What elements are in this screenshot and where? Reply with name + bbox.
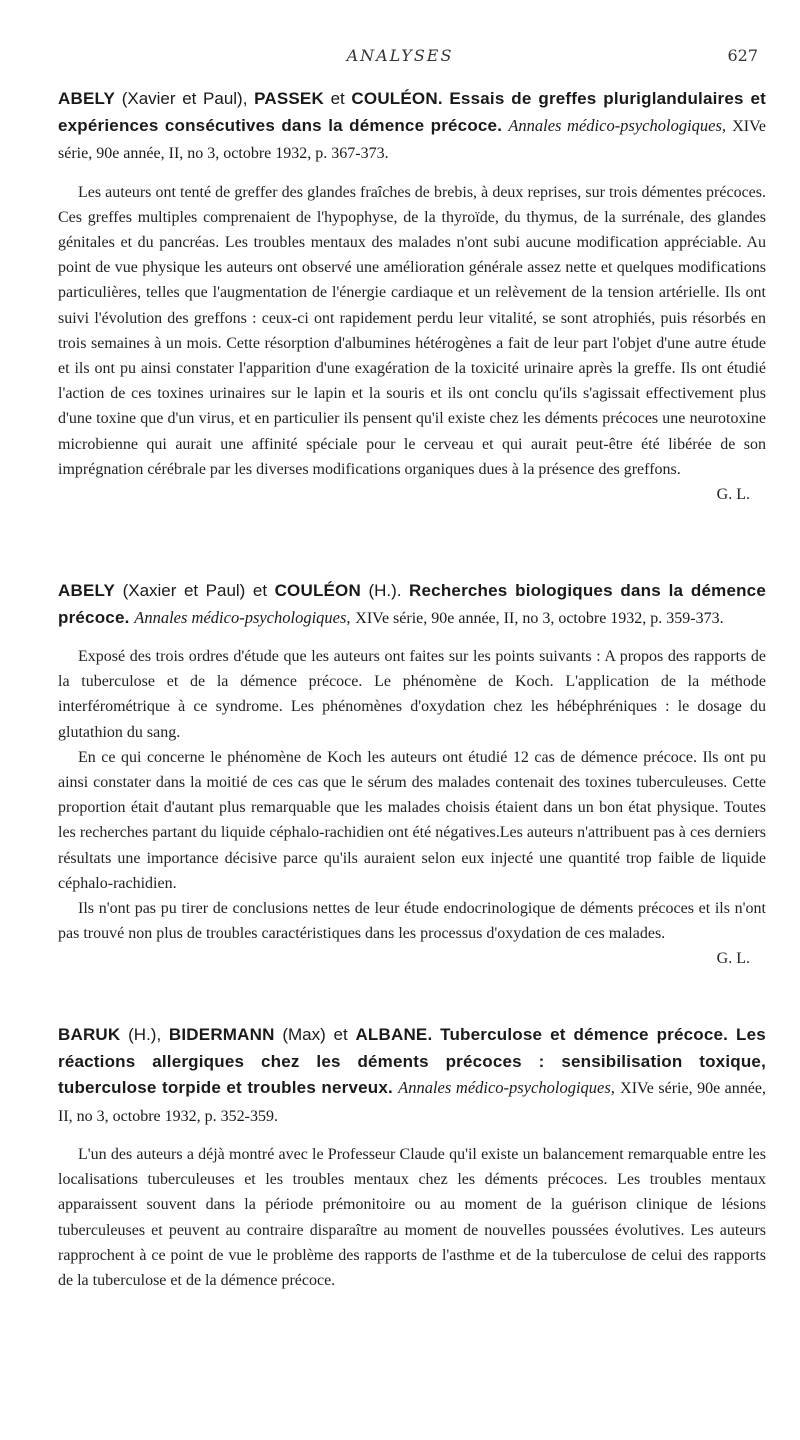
paragraph: Ils n'ont pas pu tirer de conclusions nettes de leur étude endocrinologique de déments précoces et ils n'ont pas trouvé non plus de troubles caractéristiques dans les processus d'oxydation de ces malades. (58, 900, 766, 943)
paragraph: En ce qui concerne le phénomène de Koch les auteurs ont étudié 12 cas de démence précoce. Ils ont pu ainsi constater dans la moitié de ces cas que le sérum des malades contenait des toxines tuberculeuses. Cette proportion était d'autant plus remarquable que les malades choisis étaient dans un bon état physique. Toutes les recherches partant du liquide céphalo-rachidien ont été négatives.Les auteurs n'attribuent pas à ces derniers résultats une importance décisive parce qu'ils auraient selon eux injecté une quantité trop faible de liquide céphalo-rachidien. (58, 748, 766, 892)
running-head (0, 46, 800, 76)
journal-reference: XIVe série, 90e année, II, no 3, octobre 1932, p. 367-373. (58, 117, 766, 162)
author-name: ABELY (58, 581, 116, 600)
signature: G. L. (716, 485, 750, 503)
connector: et (182, 89, 197, 108)
journal-name: Annales médico-psychologiques, (398, 1078, 615, 1097)
author-firstnames: Paul), (203, 89, 248, 108)
paragraph: Exposé des trois ordres d'étude que les auteurs ont faites sur les points suivants : A propos des rapports de la tuberculose et de la démence précoce. Le phénomène de Koch. L'application de la méthode interférométrique à ce syndrome. Les phénomènes d'oxydation chez les hébéphréniques : le dosage du glutathion du sang. (58, 648, 766, 741)
author-initials: (H.), (128, 1025, 162, 1044)
author-name: COULÉON (274, 581, 361, 600)
journal-reference: XIVe série, 90e année, II, no 3, octobre 1932, p. 352-359. (58, 1080, 766, 1125)
entry-body (58, 644, 766, 972)
author-firstnames: (Xaxier (122, 581, 177, 600)
author-name: BARUK (58, 1025, 121, 1044)
entry-title: Recherches biologiques dans la démence précoce. (58, 581, 766, 627)
journal-name: Annales médico-psychologiques, (508, 115, 727, 135)
connector: et (330, 89, 345, 108)
connector: et (252, 581, 268, 600)
author-firstnames: (Max) (282, 1025, 326, 1044)
entry-heading (58, 578, 766, 632)
entry-title: Essais de greffes pluriglandulaires et expériences consécutives dans la démence précoce. (58, 89, 766, 135)
entry-title: Tuberculose et démence précoce. Les réactions allergiques chez les déments précoces : sensibilisation toxique, tuberculose torpide et troubles nerveux. (58, 1025, 766, 1097)
abstract-entry (58, 1022, 766, 1293)
entry-heading (58, 86, 766, 168)
abstract-entry (58, 578, 766, 972)
author-name: PASSEK (254, 89, 324, 108)
journal-name: Annales médico-psychologiques, (134, 607, 351, 627)
entry-heading (58, 1022, 766, 1130)
journal-reference: XIVe série, 90e année, II, no 3, octobre 1932, p. 359-373. (355, 609, 724, 627)
running-title: ANALYSES (346, 46, 454, 65)
author-name: ALBANE. (355, 1025, 433, 1044)
author-name: ABELY (58, 89, 116, 108)
entry-body (58, 1142, 766, 1293)
abstract-entry (58, 86, 766, 507)
author-firstnames: Paul) (205, 581, 246, 600)
paragraph: Les auteurs ont tenté de greffer des glandes fraîches de brebis, à deux reprises, sur trois démentes précoces. Ces greffes multiples comprenaient de l'hypophyse, de la thyroïde, du thymus, de la surrénale, des glandes génitales et du pancréas. Les troubles mentaux des malades n'ont subi aucune modification appréciable. Au point de vue physique les auteurs ont observé une amélioration générale assez nette et quelques modifications particulières, telles que l'augmentation de l'énergie cardiaque et un relèvement de la tension artérielle. Ils ont suivi l'évolution des greffons : ceux-ci ont rapidement perdu leur vitalité, se sont atrophiés, puis résorbés en trois semaines à un mois. Cette résorption d'albumines hétérogènes a fait de leur part l'objet d'une autre étude et ils ont pu ainsi constater l'apparition d'une exagération de la toxicité urinaire après la greffe. Ils ont étudié l'action de ces toxines urinaires sur le lapin et la souris et ils ont conclu qu'ils s'agissait effectivement plus d'une toxine que d'un virus, et en particulier ils pensent qu'il existe chez les déments précoces une neurotoxine microbienne qui aurait une affinité spéciale pour le cerveau et qui aurait peut-être été libérée de son imprégnation cérébrale par les diverses modifications organiques dues à la présence des greffons. (58, 183, 766, 478)
connector: et (333, 1025, 348, 1044)
page-number: 627 (727, 46, 758, 65)
paragraph: L'un des auteurs a déjà montré avec le Professeur Claude qu'il existe un balancement remarquable entre les localisations tuberculeuses et les troubles mentaux chez les déments précoces. Les troubles mentaux apparaissent souvent dans la période prémonitoire ou au moment de la guérison clinique de lésions tuberculeuses et peuvent au contraire disparaître au moment de nouvelles poussées évolutives. Les auteurs rapprochent à ce point de vue le problème des rapports de l'asthme et de la tuberculose de celui des rapports de la tuberculose et de la démence précoce. (58, 1146, 766, 1290)
author-initials: (H.). (368, 581, 402, 600)
connector: et (183, 581, 199, 600)
signature: G. L. (716, 950, 750, 968)
author-name: COULÉON. (351, 89, 443, 108)
author-firstnames: (Xavier (121, 89, 176, 108)
entry-body (58, 180, 766, 508)
author-name: BIDERMANN (168, 1025, 275, 1044)
